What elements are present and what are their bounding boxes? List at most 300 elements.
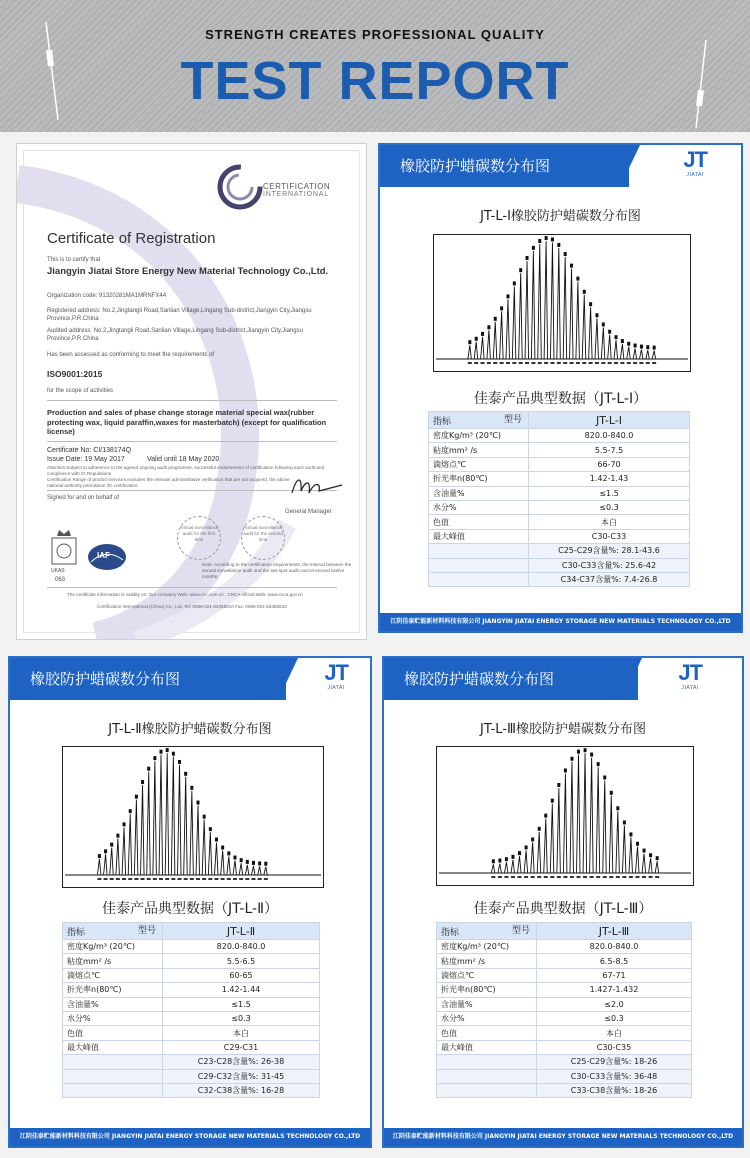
model-label: 型号 bbox=[137, 926, 156, 936]
row-value: 1.42-1.43 bbox=[529, 472, 690, 486]
scope-label: for the scope of activities bbox=[47, 388, 114, 394]
audited-address: Audited address: No.2,Jingtangli Road,Sanlian Village,Lingang Sub-district,Jiangyin City,Jiangsu Province,P.R.China bbox=[47, 328, 303, 342]
general-manager-label: General Manager bbox=[285, 509, 332, 515]
retention-mark bbox=[550, 876, 554, 878]
peak-mark bbox=[576, 282, 580, 359]
retention-mark bbox=[178, 878, 182, 880]
table-row bbox=[429, 529, 690, 543]
row-label: 色值 bbox=[437, 1026, 537, 1040]
peak-label-mark bbox=[468, 340, 471, 344]
peak-mark bbox=[258, 866, 262, 875]
peak-mark bbox=[251, 866, 255, 875]
table-row bbox=[63, 1069, 320, 1083]
peak-mark bbox=[221, 851, 225, 875]
retention-mark bbox=[544, 362, 548, 364]
spec-table bbox=[428, 411, 690, 587]
card-header bbox=[380, 145, 741, 187]
peak-mark bbox=[202, 820, 206, 875]
retention-mark bbox=[583, 876, 587, 878]
retention-mark bbox=[208, 878, 212, 880]
retention-mark bbox=[620, 362, 624, 364]
retention-mark bbox=[563, 876, 567, 878]
retention-mark bbox=[128, 878, 132, 880]
content-range: C33-C38含量%: 18-26 bbox=[537, 1083, 692, 1097]
peak-mark bbox=[614, 340, 618, 359]
table-row bbox=[63, 1011, 320, 1025]
row-label: 含油量% bbox=[429, 486, 529, 500]
retention-mark bbox=[239, 878, 243, 880]
content-range: C29-C32含量%: 31-45 bbox=[163, 1069, 320, 1083]
table-row bbox=[63, 1083, 320, 1097]
peak-label-mark bbox=[505, 857, 508, 861]
peak-label-mark bbox=[498, 859, 501, 863]
row-value: 本白 bbox=[163, 1026, 320, 1040]
row-label: 粘度mm² /s bbox=[429, 443, 529, 457]
content-range: C32-C38含量%: 16-28 bbox=[163, 1083, 320, 1097]
retention-mark bbox=[544, 876, 548, 878]
model-label: 型号 bbox=[503, 415, 522, 425]
retention-mark bbox=[646, 362, 650, 364]
peak-mark bbox=[128, 814, 132, 875]
retention-mark bbox=[491, 876, 495, 878]
row-label: 密度Kg/m³ (20℃) bbox=[437, 940, 537, 954]
table-row bbox=[429, 544, 690, 558]
retention-mark bbox=[264, 878, 268, 880]
row-label: 密度Kg/m³ (20℃) bbox=[429, 429, 529, 443]
content-range: C30-C33含量%: 36-48 bbox=[537, 1069, 692, 1083]
chromatogram-chart bbox=[62, 746, 324, 888]
peak-label-mark bbox=[640, 345, 643, 349]
retention-mark bbox=[635, 876, 639, 878]
retention-mark bbox=[570, 876, 574, 878]
peak-mark bbox=[178, 765, 182, 875]
peak-mark bbox=[544, 241, 548, 359]
peak-mark bbox=[601, 327, 605, 359]
row-label: 色值 bbox=[429, 515, 529, 529]
table-row bbox=[429, 486, 690, 500]
row-value: ≤1.5 bbox=[529, 486, 690, 500]
card-header-title: 橡胶防护蜡碳数分布图 bbox=[404, 670, 555, 688]
row-label: 最大峰值 bbox=[63, 1040, 163, 1054]
peak-mark bbox=[208, 832, 212, 875]
peak-label-mark bbox=[608, 330, 611, 334]
certification-logo-icon bbox=[215, 162, 265, 212]
organization-code: Organization code: 91320281MA1MRNFX44 bbox=[47, 293, 167, 299]
peak-mark bbox=[511, 860, 514, 873]
organization-name: Jiangyin Jiatai Store Energy New Material Technology Co.,Ltd. bbox=[47, 266, 329, 277]
peak-mark bbox=[570, 762, 574, 873]
peak-mark bbox=[264, 867, 268, 875]
retention-mark bbox=[116, 878, 120, 880]
certify-text: This is to certify that bbox=[47, 257, 101, 263]
card-header bbox=[384, 658, 742, 700]
retention-mark bbox=[531, 876, 535, 878]
row-label: 色值 bbox=[63, 1026, 163, 1040]
table-row bbox=[429, 443, 690, 457]
card-footer: 江阴佳泰贮能新材料科技有限公司 JIANGYIN JIATAI ENERGY STORAGE NEW MATERIALS TECHNOLOGY CO.,LTD bbox=[10, 1128, 370, 1146]
retention-mark bbox=[481, 362, 485, 364]
peak-mark bbox=[577, 755, 581, 873]
peak-mark bbox=[498, 864, 502, 873]
peak-label-mark bbox=[492, 859, 495, 863]
peak-label-mark bbox=[264, 862, 267, 866]
retention-mark bbox=[487, 362, 491, 364]
peak-mark bbox=[171, 757, 175, 875]
retention-mark bbox=[506, 362, 510, 364]
peak-mark bbox=[110, 848, 114, 875]
peak-label-mark bbox=[513, 281, 516, 285]
peak-mark bbox=[582, 295, 586, 359]
retention-mark bbox=[504, 876, 508, 878]
peak-mark bbox=[652, 351, 656, 359]
retention-mark bbox=[524, 876, 528, 878]
table-row bbox=[437, 940, 692, 954]
peak-mark bbox=[233, 861, 237, 875]
peak-mark bbox=[525, 261, 529, 359]
table-row bbox=[429, 457, 690, 471]
peak-mark bbox=[629, 837, 633, 873]
retention-mark bbox=[196, 878, 200, 880]
table-row bbox=[63, 1026, 320, 1040]
row-label: 含油量% bbox=[63, 997, 163, 1011]
content-range: C25-C29含量%: 28.1-43.6 bbox=[529, 544, 690, 558]
content-range: C30-C33含量%: 25.6-42 bbox=[529, 558, 690, 572]
retention-mark bbox=[525, 362, 529, 364]
peak-label-mark bbox=[584, 748, 587, 752]
retention-mark bbox=[498, 876, 502, 878]
row-label: 折光率n(80℃) bbox=[63, 983, 163, 997]
peak-mark bbox=[550, 804, 554, 873]
peak-mark bbox=[524, 850, 528, 873]
assessed-text: Has been assessed as conforming to meet the requirements of bbox=[47, 352, 215, 358]
row-label: 滴熔点℃ bbox=[429, 457, 529, 471]
peak-label-mark bbox=[557, 243, 560, 247]
certificate-number: Certificate No: CI/138174Q bbox=[47, 447, 132, 454]
retention-mark bbox=[141, 878, 145, 880]
model-label: 型号 bbox=[511, 926, 530, 936]
peak-mark bbox=[537, 832, 541, 873]
peak-mark bbox=[635, 847, 639, 873]
peak-label-mark bbox=[653, 346, 656, 350]
table-row bbox=[429, 472, 690, 486]
row-value: 1.427-1.432 bbox=[537, 983, 692, 997]
peak-label-mark bbox=[233, 856, 236, 860]
peak-mark bbox=[557, 788, 561, 873]
peak-mark bbox=[596, 767, 600, 873]
retention-mark bbox=[537, 876, 541, 878]
chromatogram-chart bbox=[433, 234, 691, 372]
peak-mark bbox=[487, 330, 491, 359]
peak-label-mark bbox=[597, 762, 600, 766]
peak-mark bbox=[557, 248, 561, 359]
peak-label-mark bbox=[538, 239, 541, 243]
row-label: 最大峰值 bbox=[437, 1040, 537, 1054]
peak-mark bbox=[646, 350, 650, 359]
row-value: 5.5-7.5 bbox=[529, 443, 690, 457]
peak-mark bbox=[570, 269, 574, 359]
attention-text: Attention:Subject to adherence to the agreed ongoing audit programme, successful endorsement of certification following each audit and compliance with CI Regulations bbox=[47, 465, 325, 476]
peak-label-mark bbox=[147, 767, 150, 771]
peak-mark bbox=[474, 342, 478, 359]
row-value: 820.0-840.0 bbox=[529, 429, 690, 443]
peak-label-mark bbox=[570, 264, 573, 268]
peak-mark bbox=[468, 345, 472, 359]
peak-label-mark bbox=[564, 252, 567, 256]
table-row bbox=[437, 1083, 692, 1097]
peak-label-mark bbox=[603, 775, 606, 779]
peak-mark bbox=[239, 863, 243, 875]
row-label: 折光率n(80℃) bbox=[437, 983, 537, 997]
retention-mark bbox=[563, 362, 567, 364]
chart-title: JT-L-Ⅱ橡胶防护蜡碳数分布图 bbox=[108, 722, 272, 737]
retention-mark bbox=[251, 878, 255, 880]
peak-mark bbox=[627, 347, 631, 359]
peak-mark bbox=[214, 842, 218, 875]
peak-mark bbox=[481, 337, 485, 359]
spec-card-jt-l-1 bbox=[378, 143, 743, 633]
peak-label-mark bbox=[246, 860, 249, 864]
valid-until: Valid until 18 May 2020 bbox=[147, 456, 220, 463]
table-row bbox=[63, 1040, 320, 1054]
spec-table bbox=[62, 922, 320, 1098]
peak-mark bbox=[583, 753, 587, 873]
peak-label-mark bbox=[215, 837, 218, 841]
row-value: 820.0-840.0 bbox=[537, 940, 692, 954]
peak-label-mark bbox=[595, 313, 598, 317]
jt-logo-icon: JT JIATAI bbox=[683, 147, 707, 178]
content-range: C34-C37含量%: 7.4-26.8 bbox=[529, 572, 690, 586]
retention-mark bbox=[134, 878, 138, 880]
peak-label-mark bbox=[545, 236, 548, 240]
retention-mark bbox=[649, 876, 653, 878]
index-label: 指标 bbox=[433, 416, 452, 427]
peak-label-mark bbox=[564, 768, 567, 772]
scope-text: Production and sales of phase change storage material special wax(rubber protecting wax, liquid paraffin,waxes for masterbatch) (except for qualification license) bbox=[47, 408, 327, 436]
retention-mark bbox=[153, 878, 157, 880]
row-label: 密度Kg/m³ (20℃) bbox=[63, 940, 163, 954]
retention-mark bbox=[595, 362, 599, 364]
retention-mark bbox=[159, 878, 163, 880]
model-value: JT-L-Ⅱ bbox=[163, 923, 320, 940]
peak-label-mark bbox=[190, 786, 193, 790]
peak-label-mark bbox=[634, 344, 637, 348]
row-value: C30-C33 bbox=[529, 529, 690, 543]
attention-text-2: Certification Range of product services excludes the relevant administrative verification that are not acquired, the above national authority permission 3C certification. bbox=[47, 477, 290, 488]
retention-mark bbox=[190, 878, 194, 880]
card-header-title: 橡胶防护蜡碳数分布图 bbox=[30, 670, 181, 688]
peak-label-mark bbox=[227, 851, 230, 855]
retention-mark bbox=[104, 878, 108, 880]
peak-label-mark bbox=[576, 277, 579, 281]
peak-label-mark bbox=[557, 783, 560, 787]
peak-mark bbox=[196, 806, 200, 875]
chart-title: JT-L-Ⅰ橡胶防护蜡碳数分布图 bbox=[480, 209, 641, 224]
retention-mark bbox=[122, 878, 126, 880]
retention-mark bbox=[474, 362, 478, 364]
retention-mark bbox=[493, 362, 497, 364]
retention-mark bbox=[531, 362, 535, 364]
spec-card-jt-l-3 bbox=[382, 656, 744, 1148]
retention-mark bbox=[627, 362, 631, 364]
peak-mark bbox=[622, 825, 626, 873]
peak-mark bbox=[165, 753, 169, 875]
retention-mark bbox=[245, 878, 249, 880]
retention-mark bbox=[601, 362, 605, 364]
peak-label-mark bbox=[532, 246, 535, 250]
peak-mark bbox=[608, 335, 612, 359]
peak-mark bbox=[134, 800, 138, 875]
retention-mark bbox=[608, 362, 612, 364]
retention-mark bbox=[258, 878, 262, 880]
row-label: 粘度mm² /s bbox=[437, 954, 537, 968]
peak-mark bbox=[116, 839, 120, 875]
row-label: 水分% bbox=[437, 1011, 537, 1025]
cert-logo-text: INTERNATIONAL bbox=[263, 191, 329, 198]
table-row bbox=[63, 940, 320, 954]
row-label: 粘度mm² /s bbox=[63, 954, 163, 968]
data-title: 佳泰产品典型数据（JT-L-Ⅲ） bbox=[473, 901, 653, 917]
peak-label-mark bbox=[197, 801, 200, 805]
table-row bbox=[429, 558, 690, 572]
retention-mark bbox=[468, 362, 472, 364]
row-label: 水分% bbox=[429, 500, 529, 514]
peak-label-mark bbox=[98, 854, 101, 858]
header-subtitle: STRENGTH CREATES PROFESSIONAL QUALITY bbox=[205, 27, 545, 42]
peak-mark bbox=[563, 257, 567, 359]
peak-label-mark bbox=[627, 342, 630, 346]
chromatogram-peaks bbox=[63, 747, 323, 887]
row-value: 1.42-1.44 bbox=[163, 983, 320, 997]
row-value: 60-65 bbox=[163, 968, 320, 982]
peak-mark bbox=[550, 242, 554, 359]
peak-label-mark bbox=[551, 799, 554, 803]
spec-table-header bbox=[63, 923, 320, 940]
signature-icon bbox=[287, 471, 347, 501]
table-row bbox=[437, 968, 692, 982]
peak-label-mark bbox=[258, 861, 261, 865]
peak-label-mark bbox=[172, 752, 175, 756]
header-banner bbox=[0, 0, 750, 132]
retention-mark bbox=[616, 876, 620, 878]
row-value: 820.0-840.0 bbox=[163, 940, 320, 954]
peak-label-mark bbox=[615, 335, 618, 339]
spec-table bbox=[436, 922, 692, 1098]
row-value: 本白 bbox=[529, 515, 690, 529]
row-label: 含油量% bbox=[437, 997, 537, 1011]
peak-mark bbox=[147, 772, 151, 875]
card-footer: 江阴佳泰贮能新材料科技有限公司 JIANGYIN JIATAI ENERGY STORAGE NEW MATERIALS TECHNOLOGY CO.,LTD bbox=[380, 613, 741, 631]
row-value: ≤0.3 bbox=[537, 1011, 692, 1025]
content-range: C25-C29含量%: 18-26 bbox=[537, 1055, 692, 1069]
index-label: 指标 bbox=[441, 927, 460, 938]
retention-mark bbox=[622, 876, 626, 878]
peak-label-mark bbox=[141, 780, 144, 784]
table-row bbox=[63, 1055, 320, 1069]
retention-mark bbox=[557, 876, 561, 878]
peak-label-mark bbox=[506, 294, 509, 298]
peak-mark bbox=[227, 856, 231, 875]
peak-mark bbox=[531, 251, 535, 359]
table-row bbox=[63, 997, 320, 1011]
peak-label-mark bbox=[153, 756, 156, 760]
issue-date: Issue Date: 19 May 2017 bbox=[47, 456, 125, 463]
peak-label-mark bbox=[551, 237, 554, 241]
table-row bbox=[429, 500, 690, 514]
peak-label-mark bbox=[649, 853, 652, 857]
retention-mark bbox=[589, 362, 593, 364]
peak-label-mark bbox=[160, 750, 163, 754]
peak-mark bbox=[159, 755, 163, 875]
surveillance-stamp-2: Annual surveillance audit for the second time bbox=[241, 516, 285, 560]
peak-mark bbox=[512, 286, 516, 359]
retention-mark bbox=[629, 876, 633, 878]
row-label: 滴熔点℃ bbox=[63, 968, 163, 982]
peak-mark bbox=[506, 299, 510, 359]
iaf-label: IAF bbox=[97, 551, 110, 560]
peak-mark bbox=[538, 244, 542, 359]
certificate-panel bbox=[16, 143, 367, 640]
row-value: ≤1.5 bbox=[163, 997, 320, 1011]
peak-mark bbox=[493, 322, 497, 359]
model-value: JT-L-Ⅰ bbox=[529, 412, 690, 429]
table-row bbox=[63, 954, 320, 968]
row-label: 滴熔点℃ bbox=[437, 968, 537, 982]
peak-label-mark bbox=[629, 832, 632, 836]
peak-mark bbox=[589, 307, 593, 359]
index-label: 指标 bbox=[67, 927, 86, 938]
retention-mark bbox=[576, 362, 580, 364]
retention-mark bbox=[550, 362, 554, 364]
peak-label-mark bbox=[123, 822, 126, 826]
peak-label-mark bbox=[135, 795, 138, 799]
peak-label-mark bbox=[203, 815, 206, 819]
peak-label-mark bbox=[621, 339, 624, 343]
retention-mark bbox=[512, 362, 516, 364]
retention-mark bbox=[633, 362, 637, 364]
peak-mark bbox=[519, 273, 523, 359]
peak-label-mark bbox=[166, 748, 169, 752]
peak-label-mark bbox=[538, 827, 541, 831]
peak-label-mark bbox=[623, 820, 626, 824]
peak-label-mark bbox=[184, 772, 187, 776]
ukas-number: 063 bbox=[55, 577, 66, 583]
peak-mark bbox=[590, 758, 594, 873]
table-row bbox=[437, 1069, 692, 1083]
ukas-label: UKAS bbox=[51, 568, 65, 574]
peak-mark bbox=[603, 780, 607, 873]
retention-mark bbox=[110, 878, 114, 880]
peak-label-mark bbox=[589, 302, 592, 306]
peak-label-mark bbox=[544, 814, 547, 818]
spec-table-header bbox=[429, 412, 690, 429]
peak-label-mark bbox=[116, 834, 119, 838]
cert-logo-text: CERTIFICATION bbox=[263, 182, 331, 191]
retention-mark bbox=[147, 878, 151, 880]
row-value: 5.5-6.5 bbox=[163, 954, 320, 968]
jt-logo-icon: JT JIATAI bbox=[678, 660, 702, 691]
peak-label-mark bbox=[129, 809, 132, 813]
peak-mark bbox=[563, 773, 567, 873]
model-value: JT-L-Ⅲ bbox=[537, 923, 692, 940]
peak-mark bbox=[184, 777, 188, 875]
chromatogram-peaks bbox=[434, 235, 690, 371]
retention-mark bbox=[97, 878, 101, 880]
ukas-crown-icon bbox=[49, 526, 79, 566]
retention-mark bbox=[171, 878, 175, 880]
peak-label-mark bbox=[526, 256, 529, 260]
peak-label-mark bbox=[570, 757, 573, 761]
retention-mark bbox=[603, 876, 607, 878]
